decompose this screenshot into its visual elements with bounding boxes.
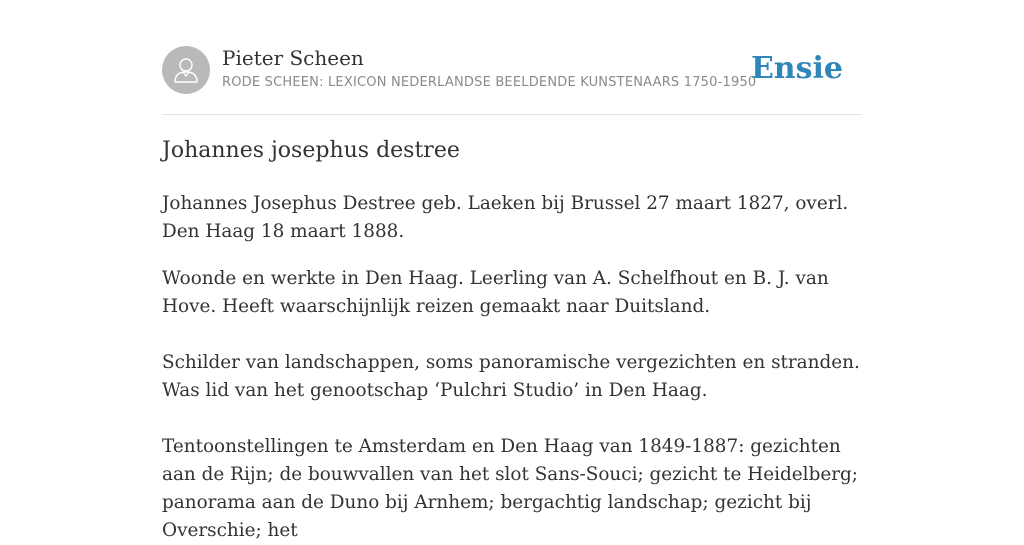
article-paragraph: Johannes Josephus Destree geb. Laeken bij Brussel 27 maart 1827, overl. Den Haag 18 maart 1888.: [162, 193, 849, 242]
author-avatar[interactable]: [162, 46, 210, 94]
article-paragraph: Tentoonstellingen te Amsterdam en Den Haag van 1849-1887: gezichten aan de Rijn; de bouwvallen van het slot Sans-Souci; gezicht te Heidelberg; panorama aan de Duno bij Arnhem; bergachtig landschap; gezicht bij Overschie; het: [162, 436, 858, 541]
ensie-logo[interactable]: Ensie: [750, 51, 843, 86]
article-header: [162, 46, 862, 115]
article-title: Johannes josephus destree: [162, 138, 460, 163]
article-paragraph: Schilder van landschappen, soms panoramische vergezichten en stranden. Was lid van het genootschap ‘Pulchri Studio’ in Den Haag.: [162, 352, 860, 401]
source-title[interactable]: RODE SCHEEN: LEXICON NEDERLANDSE BEELDENDE KUNSTENAARS 1750-1950: [222, 75, 757, 90]
article-body: [162, 190, 864, 545]
article-paragraph: Woonde en werkte in Den Haag. Leerling van A. Schelfhout en B. J. van Hove. Heeft waarschijnlijk reizen gemaakt naar Duitsland.: [162, 268, 829, 317]
user-icon: [162, 46, 210, 94]
author-name[interactable]: Pieter Scheen: [222, 46, 364, 70]
